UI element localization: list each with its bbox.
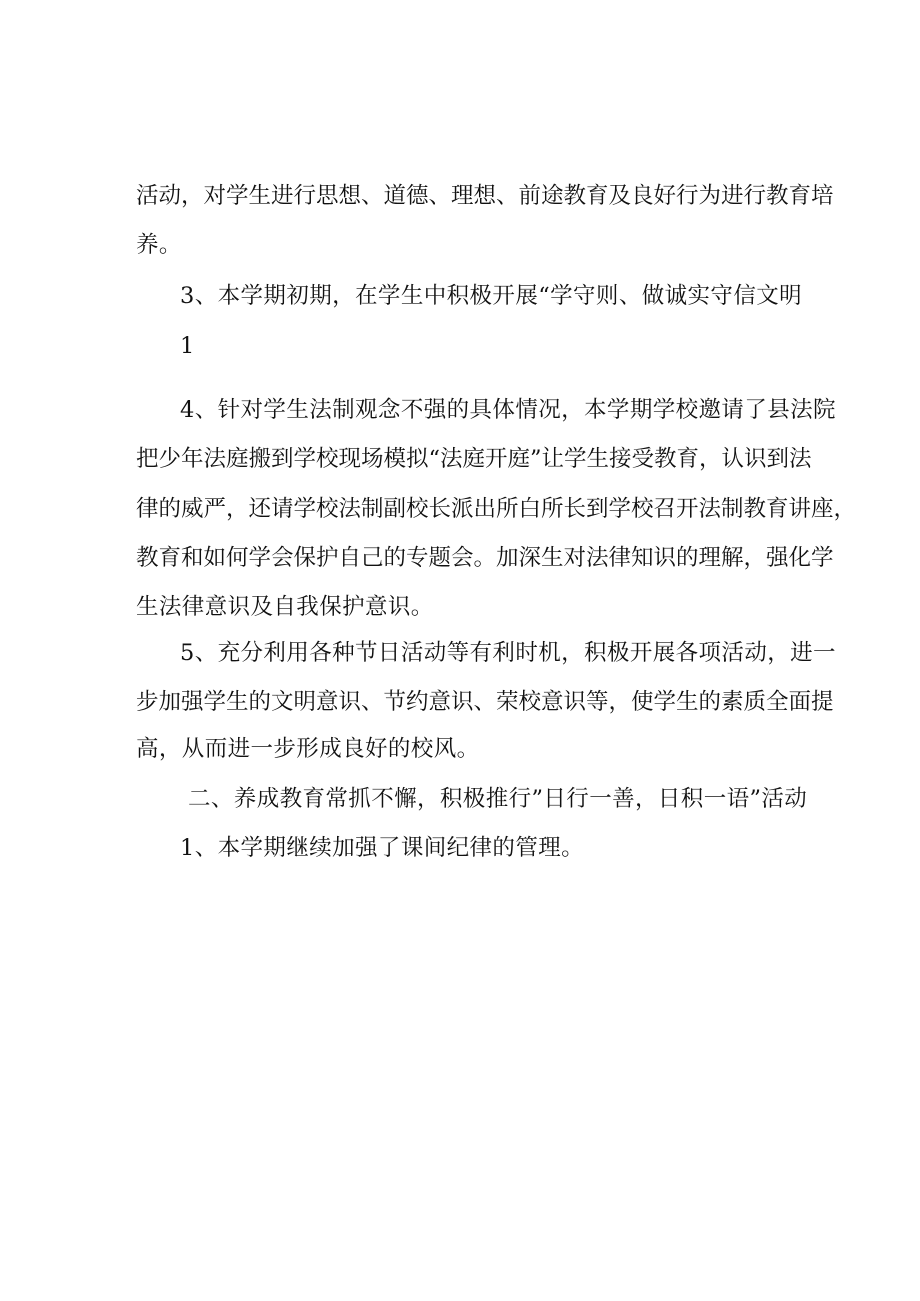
paragraph-line: 1 bbox=[180, 333, 195, 359]
paragraph-line: 步加强学生的文明意识、节约意识、荣校意识等，使学生的素质全面提 bbox=[136, 689, 834, 715]
paragraph-line: 3、本学期初期，在学生中积极开展“学守则、做诚实守信文明 bbox=[180, 283, 803, 309]
section-heading: 二、养成教育常抓不懈，积极推行”日行一善，日积一语”活动 bbox=[188, 786, 808, 812]
paragraph-line: 把少年法庭搬到学校现场模拟“法庭开庭”让学生接受教育，认识到法 bbox=[136, 446, 812, 472]
paragraph-line: 4、针对学生法制观念不强的具体情况，本学期学校邀请了县法院 bbox=[180, 397, 836, 423]
paragraph-line: 生法律意识及自我保护意识。 bbox=[136, 594, 434, 620]
paragraph-line: 律的威严，还请学校法制副校长派出所白所长到学校召开法制教育讲座， bbox=[136, 496, 857, 522]
paragraph-line: 活动，对学生进行思想、道德、理想、前途教育及良好行为进行教育培 bbox=[136, 183, 834, 209]
paragraph-line: 1、本学期继续加强了课间纪律的管理。 bbox=[180, 835, 585, 861]
paragraph-line: 教育和如何学会保护自己的专题会。加深生对法律知识的理解，强化学 bbox=[136, 545, 834, 571]
paragraph-line: 高，从而进一步形成良好的校风。 bbox=[136, 736, 480, 762]
paragraph-line: 养。 bbox=[136, 232, 182, 258]
paragraph-line: 5、充分利用各种节日活动等有利时机，积极开展各项活动，进一 bbox=[180, 640, 836, 666]
